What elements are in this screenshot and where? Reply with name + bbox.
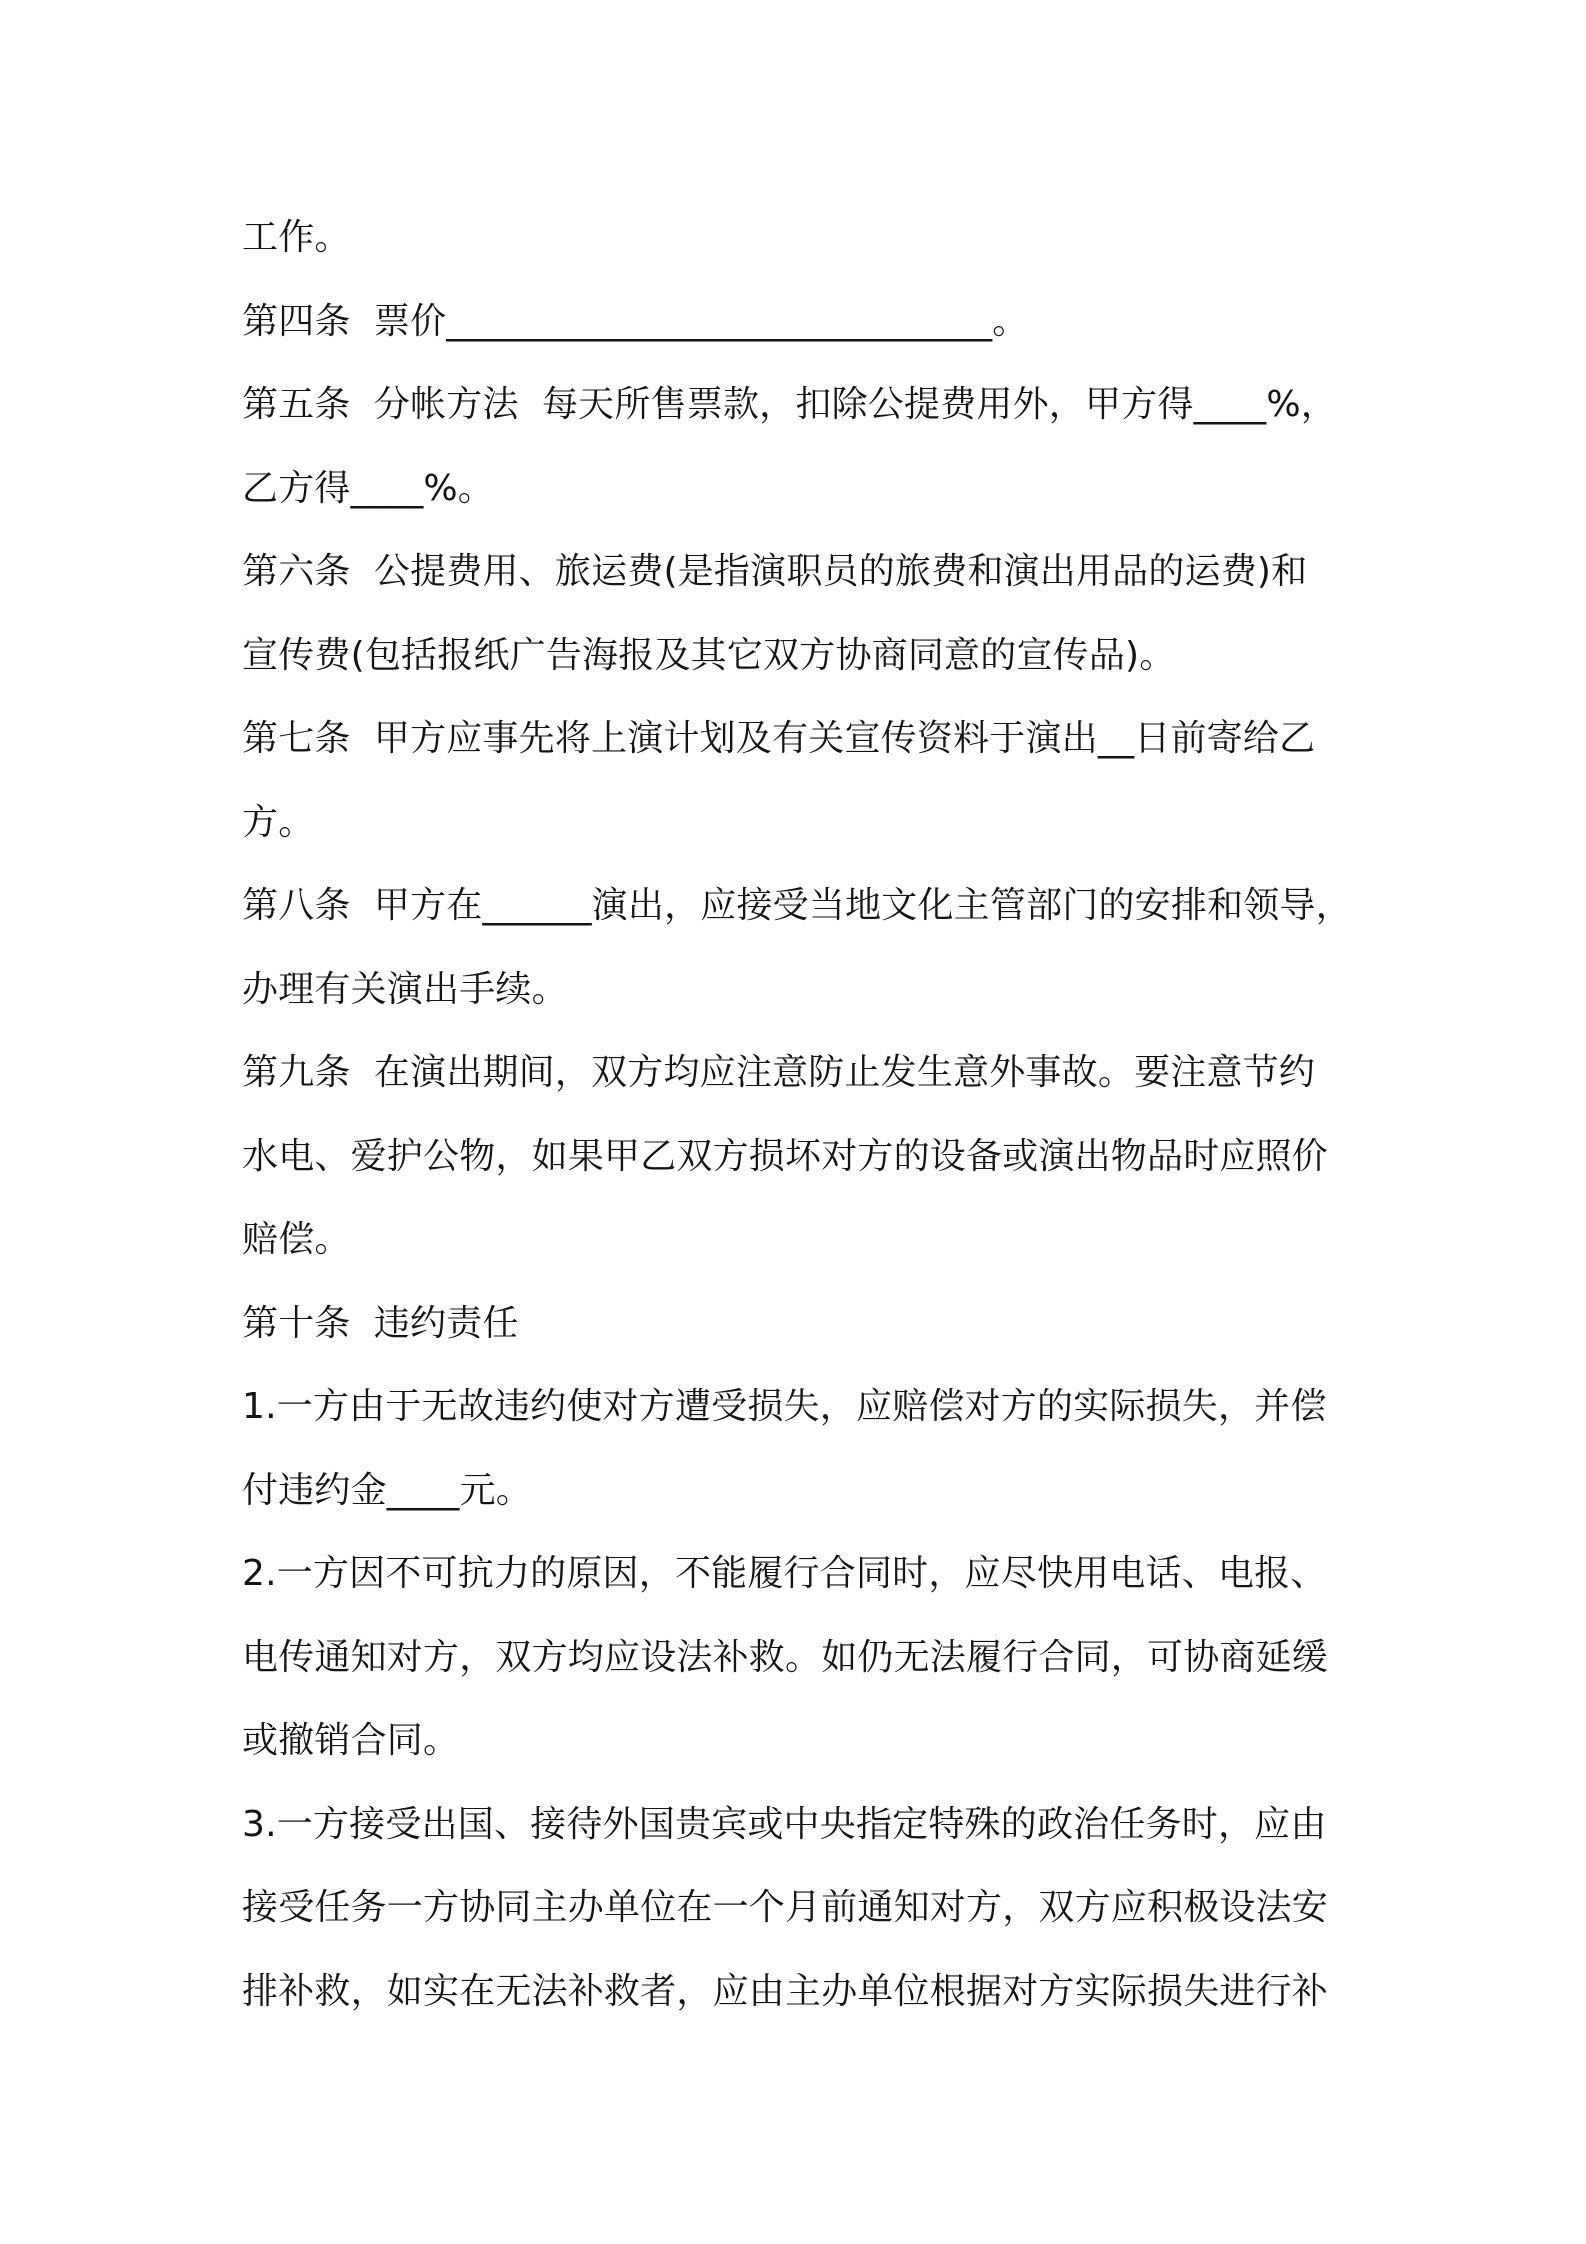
text-line-13: 赔偿。 bbox=[242, 1219, 351, 1260]
text-line-21: 接受任务一方协同主办单位在一个月前通知对方，双方应积极设法安 bbox=[242, 1887, 1329, 1928]
text-line-5: 第六条 公提费用、旅运费(是指演职员的旅费和演出用品的运费)和 bbox=[242, 551, 1308, 592]
text-line-14: 第十条 违约责任 bbox=[242, 1302, 519, 1344]
text-line-4: 乙方得____%。 bbox=[242, 467, 495, 509]
text-line-18: 电传通知对方，双方均应设法补救。如仍无法履行合同，可协商延缓 bbox=[242, 1636, 1329, 1678]
document-body bbox=[242, 196, 1372, 2033]
text-line-12: 水电、爱护公物，如果甲乙双方损坏对方的设备或演出物品时应照价 bbox=[242, 1135, 1329, 1177]
text-line-6: 宣传费(包括报纸广告海报及其它双方协商同意的宣传品)。 bbox=[242, 634, 1176, 676]
text-line-3: 第五条 分帐方法 每天所售票款，扣除公提费用外，甲方得____%， bbox=[242, 384, 1337, 425]
text-line-20: 3.一方接受出国、接待外国贵宾或中央指定特殊的政治任务时，应由 bbox=[242, 1803, 1327, 1845]
text-line-9: 第八条 甲方在______演出，应接受当地文化主管部门的安排和领导， bbox=[242, 885, 1352, 926]
text-line-2: 第四条 票价______________________________。 bbox=[242, 300, 1029, 342]
text-line-16: 付违约金____元。 bbox=[242, 1469, 533, 1511]
text-line-7: 第七条 甲方应事先将上演计划及有关宣传资料于演出__日前寄给乙 bbox=[242, 718, 1316, 759]
text-line-22: 排补救，如实在无法补救者，应由主办单位根据对方实际损失进行补 bbox=[242, 1970, 1329, 2012]
text-line-11: 第九条 在演出期间，双方均应注意防止发生意外事故。要注意节约 bbox=[242, 1052, 1316, 1093]
text-line-10: 办理有关演出手续。 bbox=[242, 968, 568, 1010]
text-line-19: 或撤销合同。 bbox=[242, 1720, 460, 1761]
text-line-8: 方。 bbox=[242, 801, 315, 843]
text-line-17: 2.一方因不可抗力的原因，不能履行合同时，应尽快用电话、电报、 bbox=[242, 1553, 1327, 1594]
text-line-1: 工作。 bbox=[242, 217, 351, 258]
text-line-15: 1.一方由于无故违约使对方遭受损失，应赔偿对方的实际损失，并偿 bbox=[242, 1386, 1327, 1427]
